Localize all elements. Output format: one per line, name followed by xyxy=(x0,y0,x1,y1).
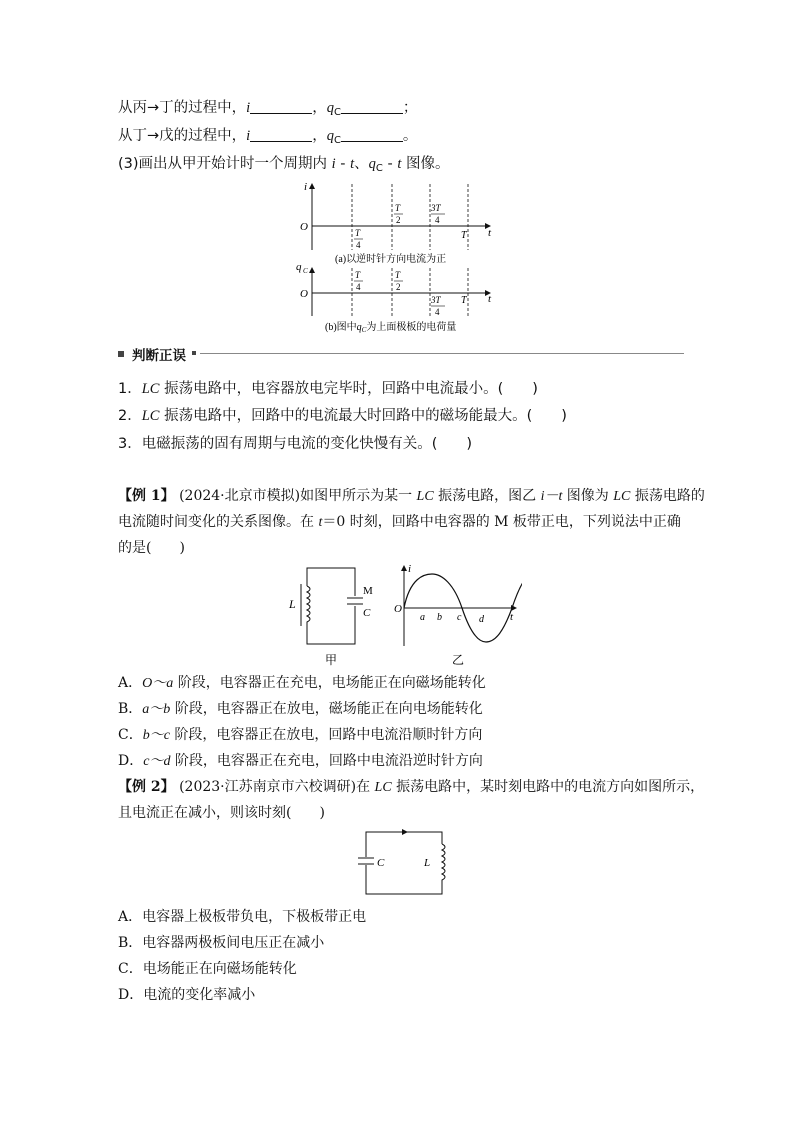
answer-blank[interactable] xyxy=(341,99,403,114)
tick-den: 2 xyxy=(396,215,401,225)
graph-a xyxy=(300,181,492,265)
label-M: M xyxy=(363,585,373,597)
judge-item: 1．LC 振荡电路中，电容器放电完毕时，回路中电流最小。( ) xyxy=(118,381,538,397)
answer-blank[interactable] xyxy=(250,127,312,142)
fig-label-jia: 甲 xyxy=(325,653,338,667)
answer-blank[interactable] xyxy=(341,127,403,142)
graph-a-caption: (a)以逆时针方向电流为正 xyxy=(335,254,447,265)
lc-circuit-figure-2 xyxy=(350,824,450,900)
tick-num: 3T xyxy=(431,203,441,213)
separator: ， xyxy=(312,100,327,116)
fill-line-2 xyxy=(118,126,417,151)
current-graph-yi xyxy=(392,560,522,670)
ex1-line-1: 【例 1】 (2024·北京市模拟)如图甲所示为某一 LC 振荡电路，图乙 i－t 图像为 LC 振荡电路的 xyxy=(118,488,705,504)
i-symbol: i xyxy=(246,128,251,144)
label-d: d xyxy=(479,614,484,625)
answer-blank[interactable] xyxy=(250,99,312,114)
part3-tail: 图像。 xyxy=(401,156,450,172)
q-subscript: C xyxy=(333,135,341,146)
comma: 、 xyxy=(354,156,369,172)
judge-item: 3．电磁振荡的固有周期与电流的变化快慢有关。( ) xyxy=(118,436,473,452)
ex2-source: (2023·江苏南京市六校调研) xyxy=(179,779,357,795)
dash: - xyxy=(335,156,351,172)
ex1-source: (2024·北京市模拟) xyxy=(179,488,301,504)
fig-label-yi: 乙 xyxy=(452,653,465,667)
ex1-option-c[interactable]: C．b～c 阶段，电容器正在放电，回路中电流沿顺时针方向 xyxy=(118,727,483,743)
label-a: a xyxy=(420,612,425,623)
tick-num: T xyxy=(355,270,361,280)
tick-num: T xyxy=(355,228,361,238)
label-O: O xyxy=(394,603,402,615)
ex2-option-c[interactable]: C．电场能正在向磁场能转化 xyxy=(118,961,297,977)
tick-num: T xyxy=(395,203,401,213)
graph-b-y-label: q xyxy=(296,261,302,273)
fill-line-1 xyxy=(118,98,417,123)
ex1-option-b[interactable]: B．a～b 阶段，电容器正在放电，磁场能正在向电场能转化 xyxy=(118,701,483,717)
dash: - xyxy=(382,156,398,172)
ex1-option-d[interactable]: D．c～d 阶段，电容器正在充电，回路中电流沿逆时针方向 xyxy=(118,753,483,769)
label-c: c xyxy=(457,612,462,623)
separator: ， xyxy=(312,128,327,144)
ex1-option-a[interactable]: A．O～a 阶段，电容器正在充电，电场能正在向磁场能转化 xyxy=(118,675,486,691)
label-C: C xyxy=(377,857,385,869)
lc-circuit-figure-jia xyxy=(285,560,375,670)
q-subscript: C xyxy=(333,107,341,118)
t-symbol: t xyxy=(397,156,402,172)
q-symbol: q xyxy=(326,128,334,144)
tick-den: 4 xyxy=(435,307,440,317)
line-end: ； xyxy=(402,100,418,116)
bullet-dot xyxy=(192,351,196,355)
tick-den: 4 xyxy=(356,282,361,292)
graph-b-origin: O xyxy=(300,288,308,300)
graph-b-t-label: t xyxy=(488,293,492,305)
i-symbol: i xyxy=(246,100,251,116)
graph-a-origin: O xyxy=(300,221,308,233)
line-end: 。 xyxy=(402,128,418,144)
part3-lead: (3)画出从甲开始计时一个周期内 xyxy=(118,156,332,172)
ex2-line-1: 【例 2】 (2023·江苏南京市六校调研)在 LC 振荡电路中，某时刻电路中的电流方向如图所示， xyxy=(118,779,705,795)
ex2-line-2: 且电流正在减小，则该时刻( ) xyxy=(118,805,325,821)
label-C: C xyxy=(363,607,371,619)
q-subscript: C xyxy=(375,163,383,174)
ex1-line-2: 电流随时间变化的关系图像。在 t＝0 时刻，回路中电容器的 M 板带正电，下列说法中正确 xyxy=(118,514,681,530)
graph-b xyxy=(296,261,492,334)
ex2-option-b[interactable]: B．电容器两极板间电压正在减小 xyxy=(118,935,325,951)
judge-section-header xyxy=(118,344,684,364)
current-arrow xyxy=(402,829,408,835)
ex1-tag: 【例 1】 xyxy=(118,488,175,504)
ex2-option-d[interactable]: D．电流的变化率减小 xyxy=(118,987,256,1003)
graph-b-y-sub: C xyxy=(303,267,308,275)
graph-a-y-label: i xyxy=(304,181,308,193)
q-symbol: q xyxy=(368,156,376,172)
bullet-square xyxy=(118,351,124,357)
fill-line-1-lead: 从丙→丁的过程中， xyxy=(118,100,247,116)
i-symbol: i xyxy=(331,156,336,172)
t-symbol: t xyxy=(350,156,355,172)
graph-a-T: T xyxy=(461,230,467,241)
ex2-option-a[interactable]: A．电容器上极板带负电，下极板带正电 xyxy=(118,909,367,925)
section-rule xyxy=(200,353,684,354)
tick-den: 2 xyxy=(396,282,401,292)
ex1-line-3: 的是( ) xyxy=(118,540,185,556)
part3-prompt xyxy=(118,154,450,179)
tick-den: 4 xyxy=(356,240,361,250)
q-symbol: q xyxy=(326,100,334,116)
label-t: t xyxy=(510,611,514,623)
graph-b-caption: (b)图中$q_C$为上面极板的电荷量 xyxy=(325,322,457,334)
label-L: L xyxy=(424,857,431,869)
judge-title: 判断正误 xyxy=(132,348,186,364)
fill-line-2-lead: 从丁→戊的过程中， xyxy=(118,128,247,144)
label-i: i xyxy=(408,563,412,575)
blank-graphs xyxy=(290,178,510,338)
tick-num: T xyxy=(395,270,401,280)
graph-a-t-label: t xyxy=(488,227,492,239)
ex2-tag: 【例 2】 xyxy=(118,779,175,795)
tick-den: 4 xyxy=(435,215,440,225)
graph-b-T: T xyxy=(461,295,467,306)
tick-num: 3T xyxy=(431,295,441,305)
label-L: L xyxy=(289,597,296,611)
label-b: b xyxy=(437,612,442,623)
judge-item: 2．LC 振荡电路中，回路中的电流最大时回路中的磁场能最大。( ) xyxy=(118,408,567,424)
